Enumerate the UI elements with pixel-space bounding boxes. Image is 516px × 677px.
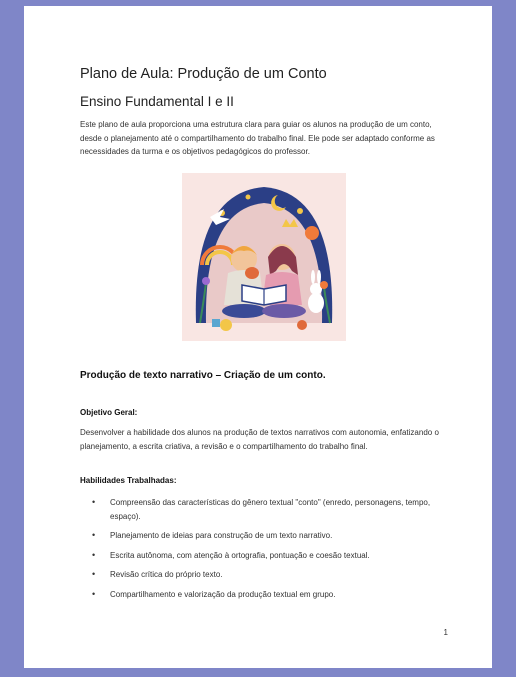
document-subtitle: Ensino Fundamental I e II (80, 94, 234, 109)
children-reading-book-illustration (182, 173, 346, 341)
page-number: 1 (443, 628, 448, 637)
objective-label: Objetivo Geral: (80, 408, 138, 417)
skills-list (80, 496, 460, 607)
list-item: • Revisão crítica do próprio texto. (80, 568, 460, 582)
document-title: Plano de Aula: Produção de um Conto (80, 66, 327, 82)
list-item: • Compartilhamento e valorização da produção textual em grupo. (80, 588, 460, 602)
skills-label: Habilidades Trabalhadas: (80, 476, 177, 485)
section-title: Produção de texto narrativo – Criação de um conto. (80, 370, 326, 381)
intro-paragraph: Este plano de aula proporciona uma estrutura clara para guiar os alunos na produção de um conto, desde o planejamento até o compartilhamento do trabalho final. Ele pode ser adaptado conforme as necessidades da turma e os objetivos pedagógicos do professor. (80, 120, 435, 156)
list-item: • Planejamento de ideias para construção de um texto narrativo. (80, 529, 460, 543)
list-item: • Compreensão das características do gênero textual "conto" (enredo, personagens, tempo, espaço). (80, 496, 460, 523)
objective-text: Desenvolver a habilidade dos alunos na produção de textos narrativos com autonomia, enfatizando o planejamento, a escrita criativa, a revisão e o compartilhamento do trabalho final. (80, 428, 439, 451)
document-page (24, 6, 492, 668)
list-item: • Escrita autônoma, com atenção à ortografia, pontuação e coesão textual. (80, 549, 460, 563)
